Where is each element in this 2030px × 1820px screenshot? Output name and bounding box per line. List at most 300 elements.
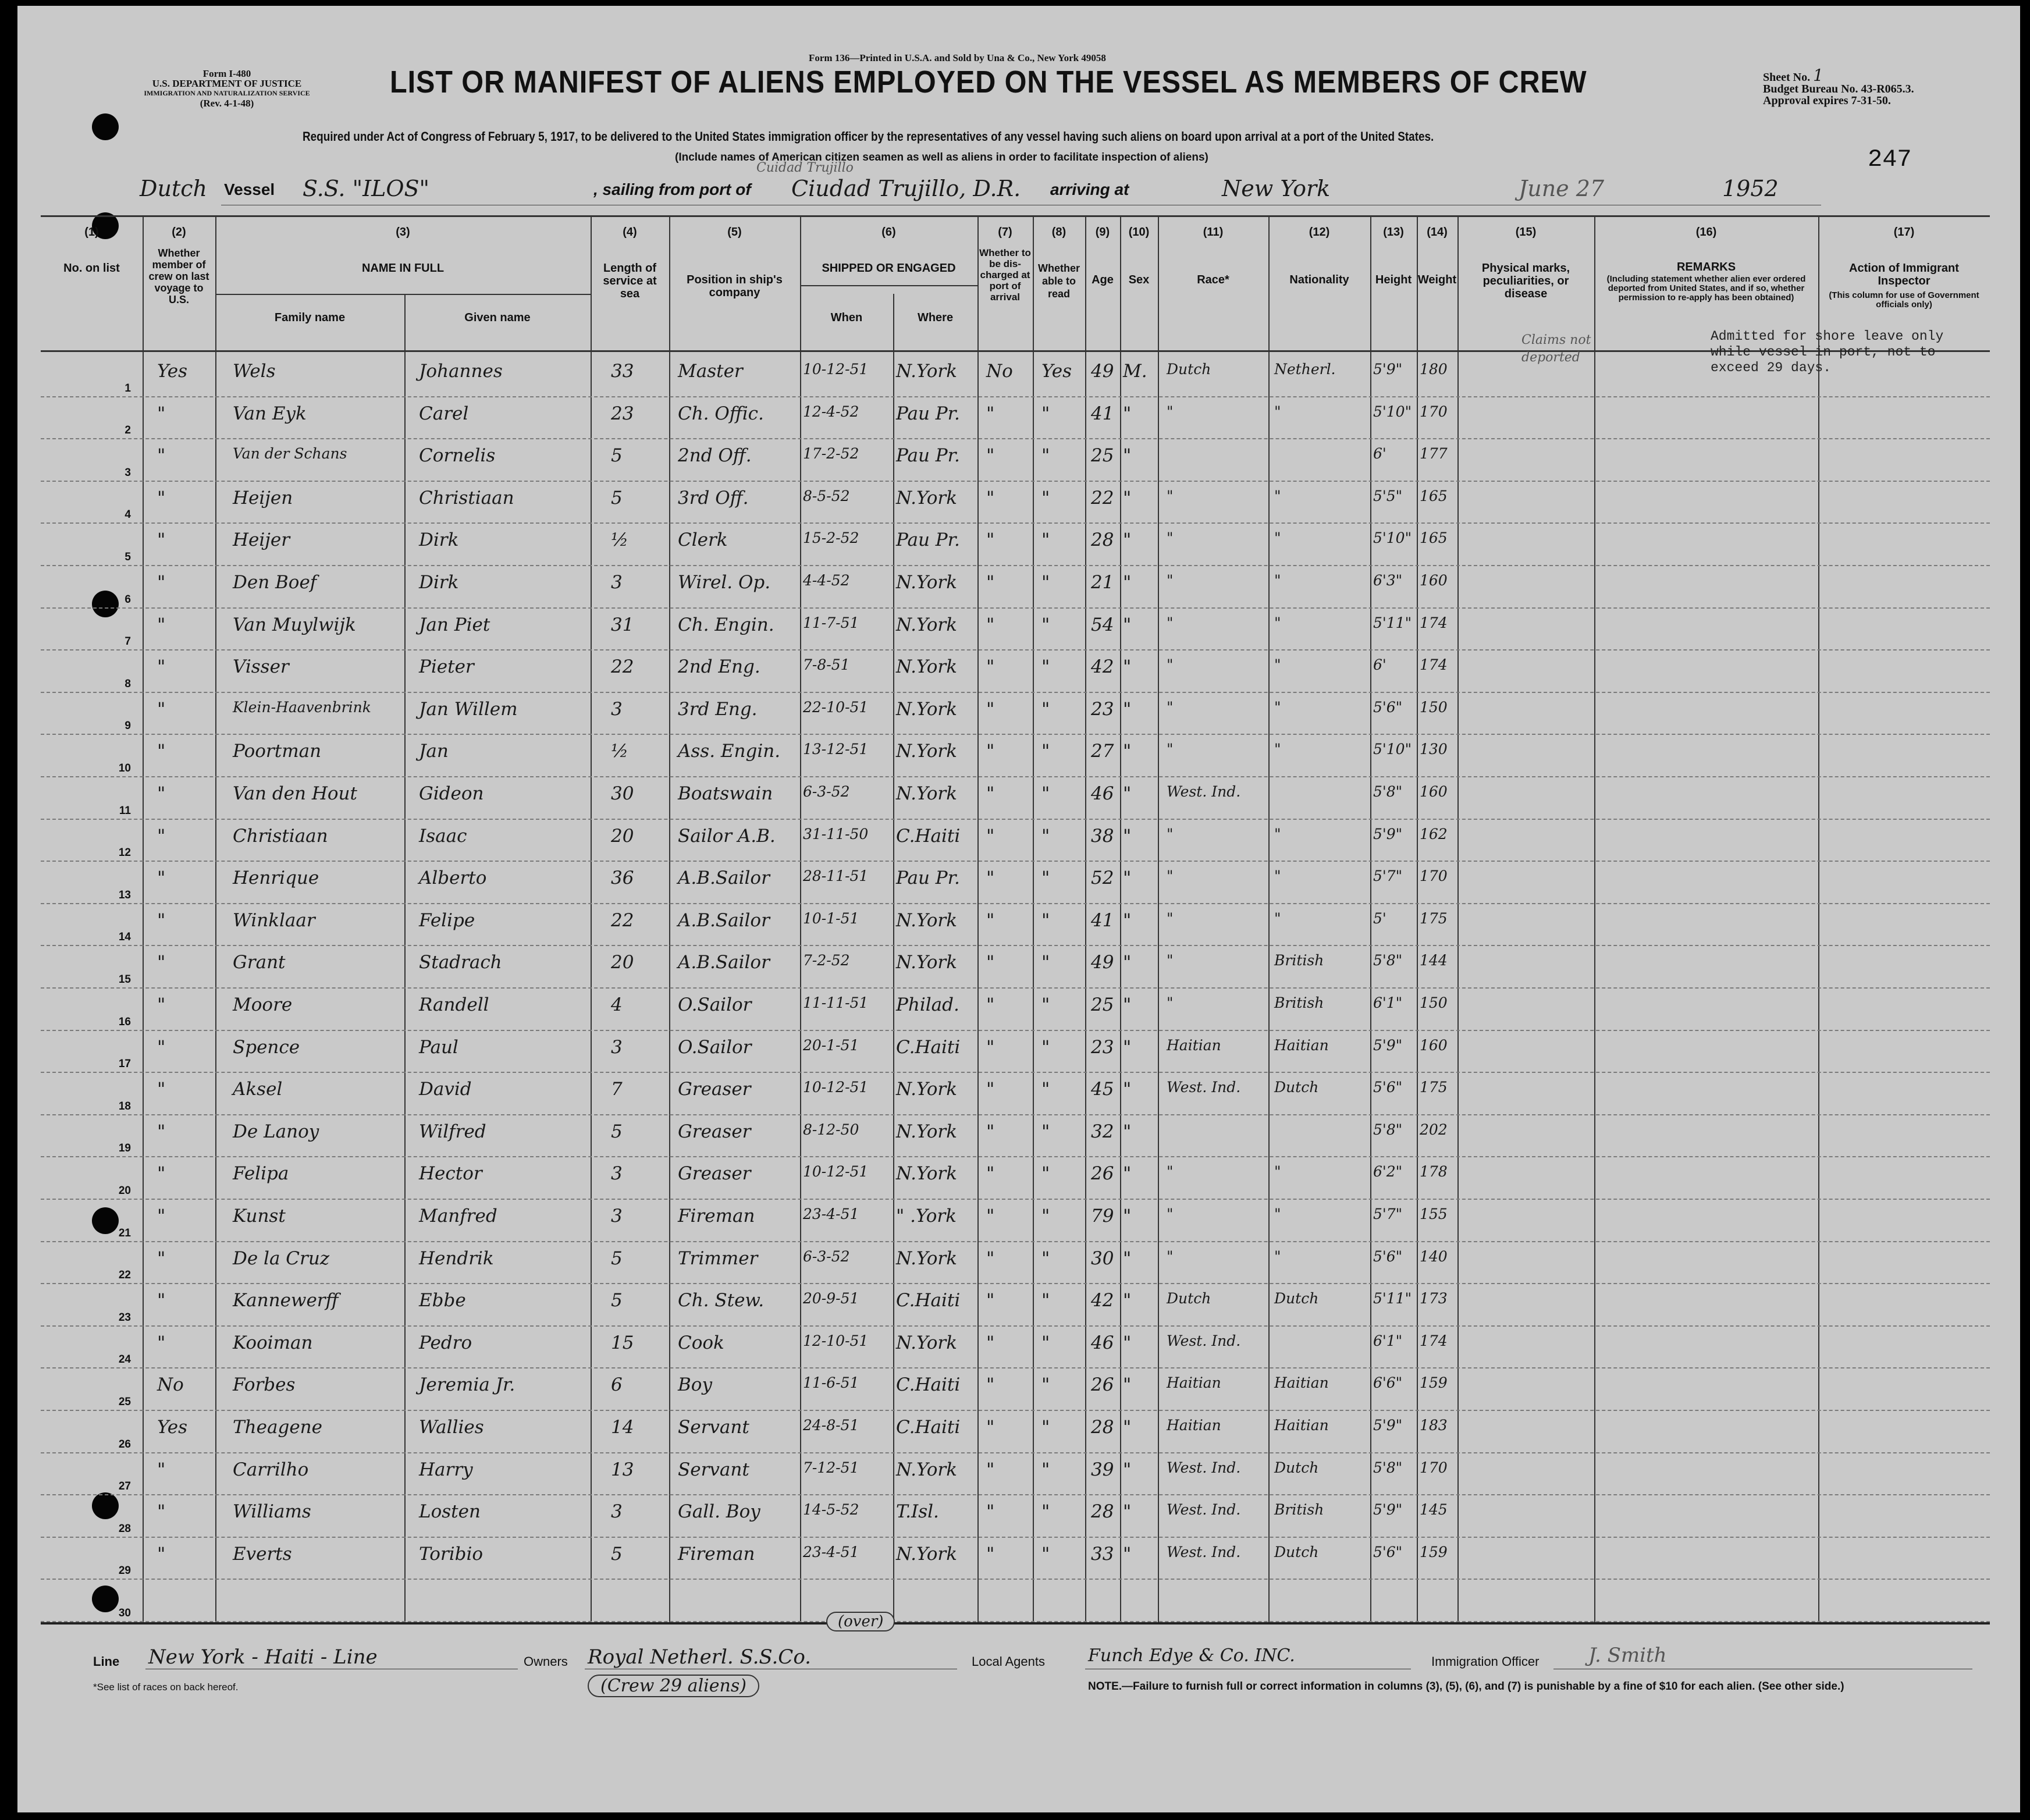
service-length-cell: 20 (611, 825, 634, 847)
can-read-cell: " (1041, 825, 1050, 847)
crew-member-cell: " (157, 1121, 166, 1142)
crew-member-cell: " (157, 868, 166, 889)
col-header-age: Age (1092, 273, 1114, 286)
nationality-cell: " (1274, 572, 1281, 589)
sex-cell: " (1123, 698, 1132, 720)
engaged-port-cell: N.York (896, 572, 958, 593)
col-divider (800, 215, 801, 1622)
engaged-port-cell: C.Haiti (896, 1290, 961, 1311)
vessel-nationality: Dutch (140, 176, 207, 201)
weight-cell: 145 (1420, 1501, 1448, 1519)
engaged-port-cell: N.York (896, 698, 958, 720)
engaged-date-cell: 10-1-51 (803, 909, 859, 927)
discharged-cell: " (986, 952, 995, 973)
row-number: 15 (118, 973, 131, 986)
age-cell: 28 (1091, 529, 1114, 551)
can-read-cell: " (1041, 445, 1050, 467)
sex-cell: " (1123, 1206, 1132, 1227)
col-header-weight: Weight (1417, 273, 1457, 286)
owners-value: Royal Netherl. S.S.Co. (588, 1645, 811, 1669)
col-num: (11) (1203, 226, 1224, 239)
row-number: 24 (118, 1353, 131, 1366)
age-cell: 79 (1091, 1206, 1114, 1227)
can-read-cell: " (1041, 1163, 1050, 1185)
engaged-port-cell: Pau Pr. (896, 529, 960, 551)
height-cell: 5'9" (1373, 1501, 1403, 1519)
discharged-cell: " (986, 1163, 995, 1185)
race-cell: " (1167, 403, 1174, 420)
race-cell: " (1167, 698, 1174, 716)
family-name-cell: Everts (233, 1543, 292, 1565)
discharged-cell: " (986, 445, 995, 467)
sex-cell: " (1123, 1079, 1132, 1100)
discharged-cell: " (986, 656, 995, 678)
row-rule (41, 1114, 1990, 1115)
table-header-rule (41, 350, 1990, 352)
col-num: (7) (998, 226, 1012, 239)
family-name-cell: De la Cruz (233, 1247, 330, 1269)
can-read-cell: " (1041, 1079, 1050, 1100)
row-number: 28 (118, 1522, 131, 1535)
engaged-port-cell: N.York (896, 783, 958, 804)
col-header-when: When (830, 311, 863, 324)
nationality-cell: Haitian (1274, 1417, 1329, 1434)
given-name-cell: Wilfred (419, 1121, 486, 1142)
given-name-cell: Dirk (419, 572, 459, 593)
engaged-date-cell: 11-6-51 (803, 1374, 859, 1392)
age-cell: 27 (1091, 741, 1114, 762)
engaged-date-cell: 31-11-50 (803, 825, 869, 843)
vessel-label: Vessel (224, 180, 275, 198)
crew-member-cell: " (157, 1290, 166, 1311)
race-cell: " (1167, 1206, 1174, 1222)
race-cell: " (1167, 825, 1174, 843)
given-name-cell: Gideon (419, 783, 484, 804)
sex-cell: " (1123, 741, 1132, 762)
given-name-cell: Toribio (419, 1543, 483, 1565)
crew-member-cell: " (157, 445, 166, 467)
row-rule (41, 1494, 1990, 1495)
discharged-cell: " (986, 1374, 995, 1396)
given-name-cell: Dirk (419, 529, 459, 551)
height-cell: 5'6" (1373, 698, 1403, 716)
race-cell: West. Ind. (1167, 783, 1241, 800)
sex-cell: " (1123, 868, 1132, 889)
given-name-cell: Jan Willem (419, 698, 518, 720)
engaged-port-cell: Pau Pr. (896, 868, 960, 889)
row-rule (41, 1156, 1990, 1157)
can-read-cell: Yes (1041, 361, 1072, 382)
col-divider (215, 215, 216, 1622)
row-number: 1 (125, 382, 131, 394)
race-cell: " (1167, 1247, 1174, 1265)
age-cell: 21 (1091, 572, 1114, 593)
given-name-cell: Manfred (419, 1206, 497, 1227)
age-cell: 38 (1091, 825, 1114, 847)
height-cell: 6'3" (1373, 572, 1403, 589)
row-number: 18 (118, 1100, 131, 1112)
service-length-cell: 5 (611, 1290, 623, 1311)
position-cell: Ch. Stew. (678, 1290, 765, 1311)
age-cell: 22 (1091, 487, 1114, 509)
engaged-port-cell: N.York (896, 1079, 958, 1100)
nationality-cell: " (1274, 1206, 1281, 1222)
col-num: (10) (1128, 226, 1150, 239)
discharged-cell: " (986, 487, 995, 509)
crew-member-cell: " (157, 1036, 166, 1058)
col-header-nationality: Nationality (1289, 273, 1349, 286)
given-name-cell: Christiaan (419, 487, 514, 509)
col-header-name: NAME IN FULL (361, 262, 445, 275)
col-header-action: Action of Immigrant Inspector (1849, 262, 1959, 287)
height-cell: 5'8" (1373, 783, 1403, 800)
given-name-cell: Ebbe (419, 1290, 466, 1311)
discharged-cell: " (986, 1501, 995, 1523)
height-cell: 5'10" (1373, 529, 1412, 547)
position-cell: A.B.Sailor (678, 952, 770, 973)
engaged-port-cell: " .York (896, 1206, 957, 1227)
row-number: 8 (125, 677, 131, 690)
engaged-date-cell: 24-8-51 (803, 1417, 859, 1434)
owners-label: Owners (524, 1654, 568, 1669)
weight-cell: 150 (1420, 994, 1448, 1011)
nationality-cell: " (1274, 614, 1281, 631)
family-name-cell: Visser (233, 656, 289, 678)
given-name-cell: Losten (419, 1501, 481, 1523)
weight-cell: 174 (1420, 614, 1448, 631)
row-rule (41, 945, 1990, 946)
can-read-cell: " (1041, 994, 1050, 1015)
engaged-date-cell: 8-5-52 (803, 487, 850, 504)
col-num: (2) (172, 226, 186, 239)
row-number: 21 (118, 1227, 131, 1239)
sex-cell: " (1123, 572, 1132, 593)
discharged-cell: " (986, 1332, 995, 1353)
engaged-port-cell: N.York (896, 1247, 958, 1269)
service-length-cell: 22 (611, 909, 634, 931)
crew-member-cell: " (157, 1079, 166, 1100)
weight-cell: 175 (1420, 1079, 1448, 1096)
punch-hole (92, 113, 119, 140)
given-name-cell: Paul (419, 1036, 458, 1058)
sex-cell: " (1123, 1459, 1132, 1480)
discharged-cell: No (986, 361, 1013, 382)
arrival-port: New York (1222, 176, 1331, 201)
col-divider (893, 294, 894, 1622)
service-length-cell: 3 (611, 1163, 623, 1185)
race-cell: " (1167, 994, 1174, 1011)
engaged-date-cell: 7-8-51 (803, 656, 850, 674)
can-read-cell: " (1041, 1459, 1050, 1480)
agents-value: Funch Edye & Co. INC. (1088, 1645, 1295, 1666)
col-divider (591, 215, 592, 1622)
engaged-port-cell: C.Haiti (896, 1036, 961, 1058)
height-cell: 5'8" (1373, 952, 1403, 969)
col-divider (1268, 215, 1270, 1622)
row-number: 10 (118, 762, 131, 774)
crew-member-cell: " (157, 614, 166, 635)
service-length-cell: 7 (611, 1079, 623, 1100)
engaged-port-cell: Pau Pr. (896, 403, 960, 424)
race-cell: Haitian (1167, 1374, 1221, 1392)
row-rule (41, 861, 1990, 862)
engaged-date-cell: 28-11-51 (803, 868, 869, 885)
col-num: (4) (623, 226, 637, 239)
family-name-cell: De Lanoy (233, 1121, 319, 1142)
engaged-port-cell: C.Haiti (896, 825, 961, 847)
can-read-cell: " (1041, 614, 1050, 635)
position-cell: Master (678, 361, 743, 382)
height-cell: 5'10" (1373, 741, 1412, 758)
age-cell: 28 (1091, 1501, 1114, 1523)
col-header-shipped: SHIPPED OR ENGAGED (822, 262, 956, 275)
engaged-port-cell: N.York (896, 1332, 958, 1353)
table-bottom-rule (41, 1622, 1990, 1625)
engaged-port-cell: C.Haiti (896, 1374, 961, 1396)
race-cell: West. Ind. (1167, 1459, 1241, 1476)
sex-cell: " (1123, 825, 1132, 847)
can-read-cell: " (1041, 1332, 1050, 1353)
position-cell: Greaser (678, 1121, 751, 1142)
sex-cell: " (1123, 1163, 1132, 1185)
sex-cell: " (1123, 909, 1132, 931)
sheet-label: Sheet No. (1763, 71, 1811, 84)
nationality-cell: Dutch (1274, 1459, 1319, 1476)
row-rule (41, 734, 1990, 735)
row-number: 2 (125, 424, 131, 437)
race-cell: " (1167, 909, 1174, 927)
height-cell: 6' (1373, 656, 1386, 674)
given-name-cell: Stadrach (419, 952, 502, 973)
can-read-cell: " (1041, 868, 1050, 889)
height-cell: 5'7" (1373, 1206, 1403, 1222)
given-name-cell: Hector (419, 1163, 482, 1185)
height-cell: 5'6" (1373, 1247, 1403, 1265)
row-number: 6 (125, 593, 131, 606)
col-header-service: Length of service at sea (603, 262, 657, 300)
engaged-date-cell: 23-4-51 (803, 1206, 859, 1222)
crew-member-cell: " (157, 1247, 166, 1269)
col-num: (16) (1695, 226, 1717, 239)
officer-label: Immigration Officer (1431, 1654, 1540, 1669)
row-number: 16 (118, 1015, 131, 1028)
nationality-cell: " (1274, 487, 1281, 504)
service-length-cell: 3 (611, 572, 623, 593)
row-rule (41, 692, 1990, 693)
row-rule (41, 1537, 1990, 1538)
col-divider (1085, 215, 1086, 1622)
service-name: IMMIGRATION AND NATURALIZATION SERVICE (144, 89, 310, 97)
nationality-cell: Haitian (1274, 1374, 1329, 1392)
row-rule (41, 649, 1990, 650)
row-number: 19 (118, 1142, 131, 1155)
row-number: 30 (118, 1607, 131, 1619)
sex-cell: " (1123, 445, 1132, 467)
discharged-cell: " (986, 1036, 995, 1058)
crew-member-cell: " (157, 698, 166, 720)
col-header-sex: Sex (1128, 273, 1150, 286)
weight-cell: 173 (1420, 1290, 1448, 1307)
col-num: (6) (881, 226, 896, 239)
row-rule (41, 1241, 1990, 1242)
row-rule (41, 1030, 1990, 1031)
can-read-cell: " (1041, 403, 1050, 424)
age-cell: 25 (1091, 994, 1114, 1015)
age-cell: 52 (1091, 868, 1114, 889)
row-rule (41, 1579, 1990, 1580)
col-num: (1) (84, 226, 99, 239)
service-length-cell: 14 (611, 1417, 634, 1438)
nationality-cell: Dutch (1274, 1079, 1319, 1096)
given-name-cell: Pieter (419, 656, 474, 678)
position-cell: Greaser (678, 1079, 751, 1100)
row-number: 17 (118, 1058, 131, 1071)
nationality-cell: " (1274, 825, 1281, 843)
family-name-cell: Aksel (233, 1079, 283, 1100)
over-note: (over) (826, 1612, 895, 1631)
weight-cell: 140 (1420, 1247, 1448, 1265)
age-cell: 46 (1091, 783, 1114, 804)
weight-cell: 180 (1420, 361, 1448, 378)
given-name-cell: Carel (419, 403, 469, 424)
weight-cell: 174 (1420, 1332, 1448, 1349)
row-rule (41, 1367, 1990, 1368)
height-cell: 5'9" (1373, 1036, 1403, 1054)
nationality-cell: " (1274, 868, 1281, 885)
row-rule (41, 481, 1990, 482)
race-cell: " (1167, 952, 1174, 969)
service-length-cell: 5 (611, 1121, 623, 1142)
sex-cell: " (1123, 1332, 1132, 1353)
row-number: 4 (125, 509, 131, 521)
family-name-cell: Van Muylwijk (233, 614, 356, 635)
given-name-cell: Alberto (419, 868, 487, 889)
crew-member-cell: " (157, 529, 166, 551)
col-divider (1120, 215, 1121, 1622)
position-cell: Cook (678, 1332, 724, 1353)
col-header-height: Height (1375, 273, 1412, 286)
col-divider (977, 215, 979, 1622)
race-cell: Dutch (1167, 1290, 1211, 1307)
sex-cell: " (1123, 656, 1132, 678)
weight-cell: 144 (1420, 952, 1448, 969)
can-read-cell: " (1041, 1374, 1050, 1396)
row-rule (41, 987, 1990, 989)
position-cell: A.B.Sailor (678, 909, 770, 931)
manifest-sheet (17, 6, 2020, 1812)
position-cell: Servant (678, 1417, 749, 1438)
service-length-cell: 6 (611, 1374, 623, 1396)
service-length-cell: 5 (611, 1543, 623, 1565)
include-text: (Include names of American citizen seamen as well as aliens in order to facilitate inspection of aliens) (675, 151, 1208, 163)
family-name-cell: Kunst (233, 1206, 286, 1227)
position-cell: Fireman (678, 1543, 755, 1565)
position-cell: A.B.Sailor (678, 868, 770, 889)
arriving-label: arriving at (1050, 180, 1129, 198)
marks-note: Claims not deported (1521, 333, 1591, 365)
service-length-cell: 36 (611, 868, 634, 889)
service-length-cell: 23 (611, 403, 634, 424)
row-number: 22 (118, 1269, 131, 1282)
race-cell: " (1167, 572, 1174, 589)
nationality-cell: British (1274, 1501, 1324, 1519)
position-cell: 3rd Off. (678, 487, 749, 509)
family-name-cell: Kooiman (233, 1332, 313, 1353)
row-number: 12 (118, 847, 131, 859)
position-cell: Ass. Engin. (678, 741, 781, 762)
discharged-cell: " (986, 994, 995, 1015)
engaged-date-cell: 15-2-52 (803, 529, 859, 547)
age-cell: 26 (1091, 1374, 1114, 1396)
crew-member-cell: " (157, 656, 166, 678)
sex-cell: " (1123, 614, 1132, 635)
service-length-cell: 15 (611, 1332, 634, 1353)
col-divider (1370, 215, 1371, 1622)
col-header-marks: Physical marks, peculiarities, or disease (1481, 262, 1570, 300)
height-cell: 5' (1373, 909, 1386, 927)
discharged-cell: " (986, 572, 995, 593)
position-cell: O.Sailor (678, 1036, 752, 1058)
race-cell: West. Ind. (1167, 1543, 1241, 1560)
sex-cell: " (1123, 783, 1132, 804)
age-cell: 25 (1091, 445, 1114, 467)
given-name-cell: Pedro (419, 1332, 472, 1353)
age-cell: 32 (1091, 1121, 1114, 1142)
subheader-rule (800, 285, 977, 286)
race-cell: " (1167, 614, 1174, 631)
family-name-cell: Grant (233, 952, 286, 973)
sheet-info (1763, 66, 1914, 107)
crew-member-cell: " (157, 783, 166, 804)
family-name-cell: Felipa (233, 1163, 289, 1185)
footer-note: NOTE.—Failure to furnish full or correct information in columns (3), (5), (6), and (7) is punishable by a fine of $10 for each alien. (See other side.) (1088, 1680, 1844, 1693)
sex-cell: " (1123, 952, 1132, 973)
height-cell: 6'6" (1373, 1374, 1403, 1392)
given-name-cell: Cornelis (419, 445, 496, 467)
height-cell: 6'1" (1373, 1332, 1403, 1349)
can-read-cell: " (1041, 1206, 1050, 1227)
row-rule (41, 1621, 1990, 1622)
row-number: 3 (125, 466, 131, 479)
weight-cell: 150 (1420, 698, 1448, 716)
race-cell: " (1167, 656, 1174, 674)
can-read-cell: " (1041, 1247, 1050, 1269)
position-cell: Sailor A.B. (678, 825, 776, 847)
port-annotation: Cuidad Trujillo (756, 161, 854, 175)
family-name-cell: Winklaar (233, 909, 315, 931)
col-num: (3) (396, 226, 410, 239)
family-name-cell: Moore (233, 994, 293, 1015)
race-cell: " (1167, 741, 1174, 758)
weight-cell: 159 (1420, 1543, 1448, 1560)
race-cell: West. Ind. (1167, 1079, 1241, 1096)
nationality-cell: Dutch (1274, 1290, 1319, 1307)
engaged-date-cell: 11-7-51 (803, 614, 859, 631)
can-read-cell: " (1041, 572, 1050, 593)
engaged-date-cell: 10-12-51 (803, 1163, 869, 1181)
weight-cell: 165 (1420, 529, 1448, 547)
crew-member-cell: " (157, 403, 166, 424)
engaged-date-cell: 22-10-51 (803, 698, 869, 716)
age-cell: 42 (1091, 656, 1114, 678)
engaged-port-cell: N.York (896, 1459, 958, 1480)
col-num: (12) (1309, 226, 1330, 239)
col-num: (15) (1515, 226, 1537, 239)
col-divider (1594, 215, 1595, 1622)
service-length-cell: 5 (611, 487, 623, 509)
row-number: 23 (118, 1311, 131, 1324)
col-header-discharged: Whether to be dis-charged at port of arrival (979, 247, 1031, 303)
